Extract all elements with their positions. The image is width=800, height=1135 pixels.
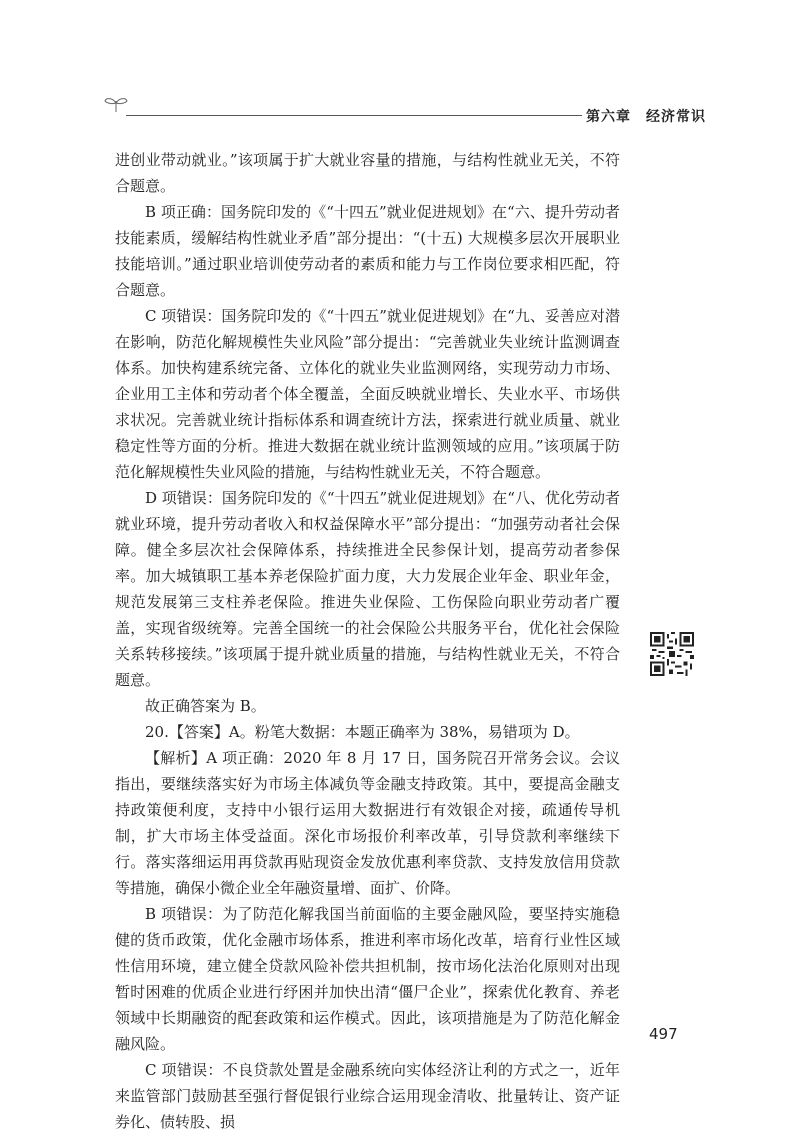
- paragraph-analysis-c: C 项错误：不良贷款处置是金融系统向实体经济让利的方式之一，近年来监管部门鼓励甚至强行督促银行业综合运用现金清收、批量转让、资产证券化、债转股、损: [115, 1061, 620, 1131]
- paragraph-continuation: 进创业带动就业。”该项属于扩大就业容量的措施，与结构性就业无关，不符合题意。: [115, 151, 620, 195]
- paragraph-analysis-a: 【解析】A 项正确：2020 年 8 月 17 日，国务院召开常务会议。会议指出，要继续落实好为市场主体减负等金融支持政策。其中，要提高金融支持政策便利度，支持中小银行运用大数据进行有效银企对接，疏通传导机制，扩大市场主体受益面。深化市场报价利率改革，引导贷款利率继续下行。落实落细运用再贷款再贴现资金发放优惠利率贷款、支持发放信用贷款等措施，确保小微企业全年融资量增、面扩、价降。: [115, 749, 620, 897]
- chapter-title: 第六章 经济常识: [586, 109, 706, 125]
- paragraph-analysis-b: B 项错误：为了防范化解我国当前面临的主要金融风险，要坚持实施稳健的货币政策，优化金融市场体系，推进利率市场化改革，培育行业性区域性信用环境，建立健全贷款风险补偿共担机制，按市场化法治化原则对出现暂时困难的优质企业进行纾困并加快出清“僵尸企业”，探索优化教育、养老领域中长期融资的配套政策和运作模式。因此，该项措施是为了防范化解金融风险。: [115, 905, 620, 1053]
- leaf-sprout-icon: [104, 95, 128, 113]
- page-number: 497: [649, 1025, 678, 1043]
- header-rule: [126, 115, 582, 116]
- paragraph-option-c: C 项错误：国务院印发的《“十四五”就业促进规划》在“九、妥善应对潜在影响，防范化解规模性失业风险”部分提出：“完善就业失业统计监测调查体系。加快构建系统完备、立体化的就业失业监测网络，实现劳动力市场、企业用工主体和劳动者个体全覆盖，全面反映就业增长、失业水平、市场供求状况。完善就业统计指标体系和调查统计方法，探索进行就业质量、就业稳定性等方面的分析。推进大数据在就业统计监测领域的应用。”该项属于防范化解规模性失业风险的措施，与结构性就业无关，不符合题意。: [115, 307, 620, 481]
- paragraph-conclusion: 故正确答案为 B。: [145, 697, 266, 715]
- qr-code-icon[interactable]: [650, 632, 694, 676]
- body-text: [115, 147, 620, 1135]
- paragraph-answer-20: 20.【答案】A。粉笔大数据：本题正确率为 38%，易错项为 D。: [145, 723, 580, 741]
- paragraph-option-d: D 项错误：国务院印发的《“十四五”就业促进规划》在“八、优化劳动者就业环境，提升劳动者收入和权益保障水平”部分提出：“加强劳动者社会保障。健全多层次社会保障体系，持续推进全民参保计划，提高劳动者参保率。加大城镇职工基本养老保险扩面力度，大力发展企业年金、职业年金，规范发展第三支柱养老保险。推进失业保险、工伤保险向职业劳动者广覆盖，实现省级统筹。完善全国统一的社会保险公共服务平台，优化社会保险关系转移接续。”该项属于提升就业质量的措施，与结构性就业无关，不符合题意。: [115, 489, 620, 689]
- paragraph-option-b: B 项正确：国务院印发的《“十四五”就业促进规划》在“六、提升劳动者技能素质，缓解结构性就业矛盾”部分提出：“(十五) 大规模多层次开展职业技能培训。”通过职业培训使劳动者的素质和能力与工作岗位要求相匹配，符合题意。: [115, 203, 620, 299]
